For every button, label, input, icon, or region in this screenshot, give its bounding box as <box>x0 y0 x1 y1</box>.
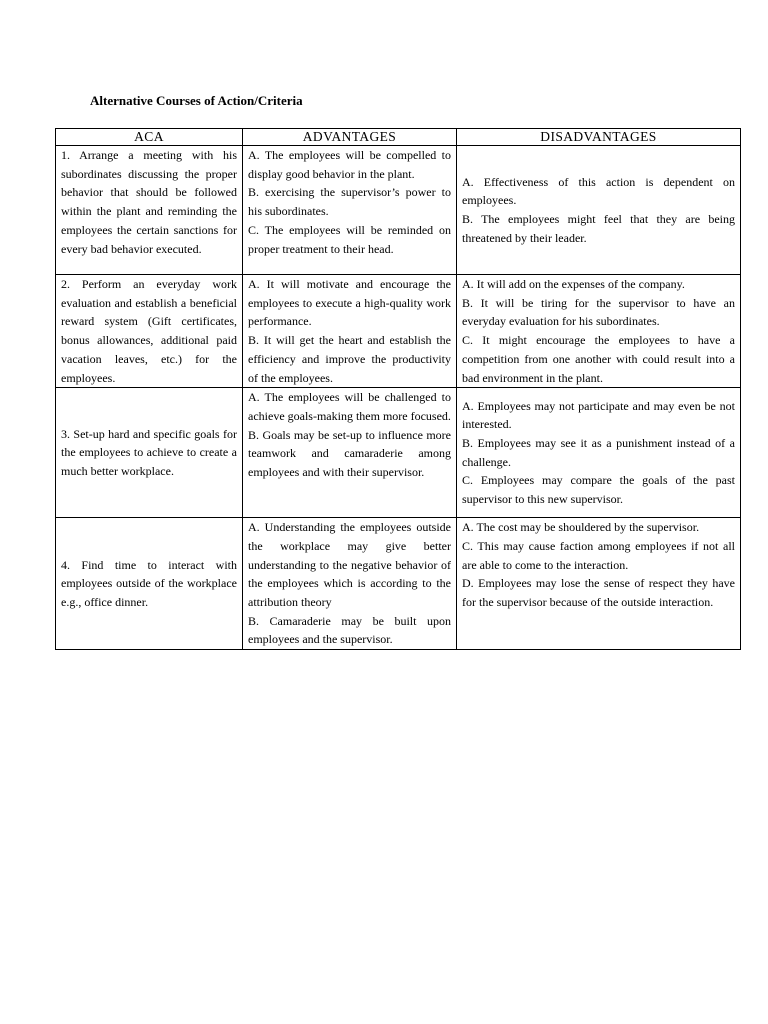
aca-text: 4. Find time to interact with employees outside of the workplace e.g., office dinner. <box>61 557 237 610</box>
header-disadvantages: DISADVANTAGES <box>457 129 741 146</box>
advantages-cell <box>243 388 457 518</box>
header-aca: ACA <box>56 129 243 146</box>
disadvantage-item: B. Employees may see it as a punishment instead of a challenge. <box>462 436 735 469</box>
aca-cell <box>56 275 243 388</box>
disadvantage-item: D. Employees may lose the sense of respect they have for the supervisor because of the outside interaction. <box>462 576 735 610</box>
disadvantage-item: B. The employees might feel that they are being threatened by their leader. <box>462 212 735 245</box>
advantages-cell <box>243 518 457 650</box>
disadvantages-cell <box>457 518 741 650</box>
disadvantage-item: C. This may cause faction among employees if not all are able to come to the interaction. <box>462 538 735 572</box>
advantage-item: A. Understanding the employees outside the workplace may give better understanding to the negative behavior of the employees which is according to the attribution theory <box>248 520 451 610</box>
disadvantage-item: A. The cost may be shouldered by the supervisor. <box>462 520 700 535</box>
disadvantage-item: C. Employees may compare the goals of the past supervisor to this new supervisor. <box>462 473 735 507</box>
aca-cell <box>56 388 243 518</box>
disadvantage-item: A. Effectiveness of this action is dependent on employees. <box>462 174 735 208</box>
advantage-item: A. The employees will be compelled to display good behavior in the plant. <box>248 148 451 181</box>
advantages-cell <box>243 146 457 275</box>
advantage-item: B. exercising the supervisor’s power to his subordinates. <box>248 185 451 219</box>
disadvantage-item: A. It will add on the expenses of the company. <box>462 277 685 291</box>
advantage-item: B. It will get the heart and establish the efficiency and improve the productivity of the employees. <box>248 333 451 385</box>
aca-cell <box>56 146 243 275</box>
advantage-item: B. Camaraderie may be built upon employees and the supervisor. <box>248 613 451 647</box>
aca-text: 1. Arrange a meeting with his subordinates discussing the proper behavior that should be followed within the plant and reminding the employees the certain sanctions for every bad behavior executed. <box>61 148 237 256</box>
aca-text: 2. Perform an everyday work evaluation and establish a beneficial reward system (Gift certificates, bonus allowances, additional paid vacation leaves, etc.) for the employees. <box>61 277 237 385</box>
disadvantages-cell <box>457 388 741 518</box>
aca-cell <box>56 518 243 650</box>
disadvantages-cell <box>457 146 741 275</box>
document-title: Alternative Courses of Action/Criteria <box>90 93 303 108</box>
disadvantage-item: B. It will be tiring for the supervisor to have an everyday evaluation for his subordinates. <box>462 295 735 329</box>
disadvantage-item: A. Employees may not participate and may even be not interested. <box>462 398 735 432</box>
table-row <box>56 388 741 518</box>
advantage-item: C. The employees will be reminded on proper treatment to their head. <box>248 222 451 256</box>
advantage-item: A. The employees will be challenged to achieve goals-making them more focused. <box>248 390 451 423</box>
disadvantages-cell <box>457 275 741 388</box>
table-header-row <box>56 129 741 146</box>
disadvantage-item: C. It might encourage the employees to have a competition from one another with could result into a bad environment in the plant. <box>462 333 735 385</box>
aca-text: 3. Set-up hard and specific goals for the employees to achieve to create a much better workplace. <box>61 426 237 479</box>
table-row <box>56 518 741 650</box>
header-advantages: ADVANTAGES <box>243 129 457 146</box>
table-row <box>56 146 741 275</box>
advantage-item: A. It will motivate and encourage the employees to execute a high-quality work performance. <box>248 277 451 329</box>
aca-criteria-table <box>55 128 741 650</box>
table-row <box>56 275 741 388</box>
advantages-cell <box>243 275 457 388</box>
advantage-item: B. Goals may be set-up to influence more teamwork and camaraderie among employees and with their supervisor. <box>248 427 451 480</box>
